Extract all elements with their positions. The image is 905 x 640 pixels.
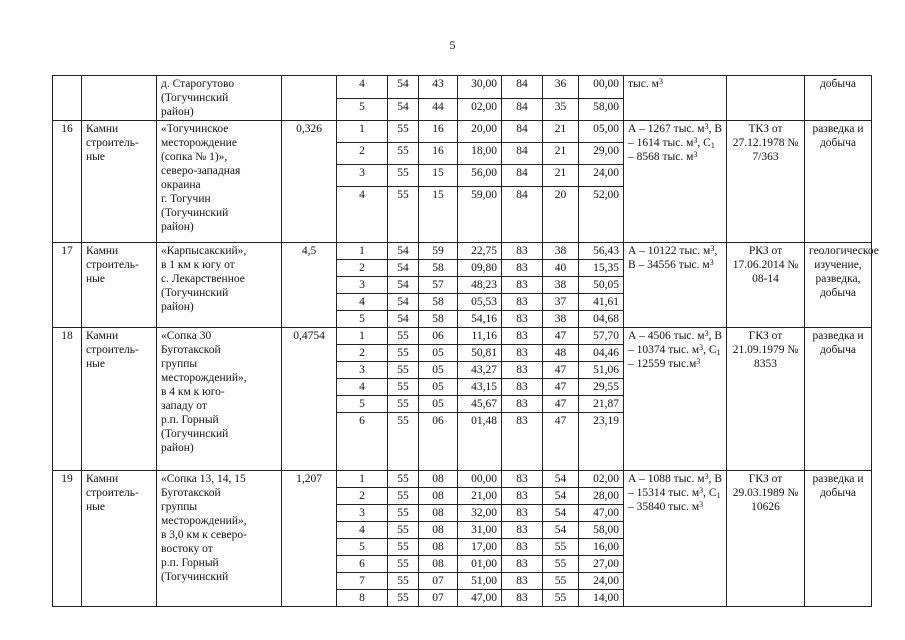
reserves: А – 1267 тыс. $м^3$, В – 1614 тыс. $м^3$, $C_1 - 8568$ тыс. $м^3$	[624, 121, 727, 243]
longitude-minutes: 47	[543, 362, 579, 379]
latitude-minutes: 58	[419, 294, 458, 311]
point-number: 3	[337, 277, 388, 294]
latitude-degrees: 55	[388, 121, 419, 143]
longitude-degrees: 83	[502, 294, 543, 311]
mineral-type: Камни строитель-ные	[82, 471, 157, 607]
longitude-minutes: 20	[543, 187, 579, 243]
point-number: 2	[337, 143, 388, 165]
use-type: разведка и добыча	[805, 328, 872, 471]
latitude-seconds: 43,27	[458, 362, 502, 379]
longitude-seconds: 27,00	[579, 556, 624, 573]
deposit-area: 0,326	[282, 121, 337, 243]
deposit-area: 0,4754	[282, 328, 337, 471]
latitude-degrees: 54	[388, 98, 419, 121]
latitude-minutes: 08	[419, 505, 458, 522]
latitude-minutes: 16	[419, 143, 458, 165]
mineral-type	[82, 76, 157, 121]
longitude-minutes: 54	[543, 488, 579, 505]
reserves: тыс. $м^3$	[624, 76, 727, 121]
table-row	[53, 243, 872, 260]
longitude-minutes: 54	[543, 471, 579, 488]
longitude-degrees: 83	[502, 556, 543, 573]
table-row	[53, 328, 872, 345]
longitude-minutes: 55	[543, 573, 579, 590]
latitude-seconds: 59,00	[458, 187, 502, 243]
point-number: 3	[337, 505, 388, 522]
deposit-area: 4,5	[282, 243, 337, 328]
point-number: 7	[337, 573, 388, 590]
latitude-degrees: 54	[388, 76, 419, 99]
longitude-seconds: 29,55	[579, 379, 624, 396]
latitude-degrees: 55	[388, 379, 419, 396]
latitude-minutes: 15	[419, 165, 458, 187]
longitude-seconds: 29,00	[579, 143, 624, 165]
row-number: 17	[53, 243, 82, 328]
latitude-minutes: 05	[419, 362, 458, 379]
deposits-table	[52, 75, 879, 607]
point-number: 1	[337, 328, 388, 345]
longitude-minutes: 40	[543, 260, 579, 277]
longitude-minutes: 38	[543, 243, 579, 260]
longitude-seconds: 24,00	[579, 573, 624, 590]
longitude-degrees: 84	[502, 143, 543, 165]
latitude-seconds: 20,00	[458, 121, 502, 143]
latitude-degrees: 55	[388, 539, 419, 556]
longitude-minutes: 55	[543, 539, 579, 556]
longitude-seconds: 28,00	[579, 488, 624, 505]
longitude-minutes: 47	[543, 396, 579, 413]
point-number: 4	[337, 522, 388, 539]
longitude-degrees: 83	[502, 362, 543, 379]
longitude-seconds: 47,00	[579, 505, 624, 522]
latitude-minutes: 07	[419, 573, 458, 590]
latitude-degrees: 55	[388, 165, 419, 187]
longitude-minutes: 35	[543, 98, 579, 121]
deposit-name: «Карпысакский», в 1 км к югу от с. Лекарственное (Тогучинский район)	[157, 243, 282, 328]
latitude-seconds: 02,00	[458, 98, 502, 121]
latitude-degrees: 54	[388, 311, 419, 328]
latitude-minutes: 59	[419, 243, 458, 260]
reserves: А – 4506 тыс. $м^3$, В – 10374 тыс. $м^3$, $C_1 - 12559$ $тыс.м^3$	[624, 328, 727, 471]
latitude-seconds: 51,00	[458, 573, 502, 590]
longitude-degrees: 84	[502, 121, 543, 143]
longitude-seconds: 04,68	[579, 311, 624, 328]
longitude-minutes: 47	[543, 379, 579, 396]
point-number: 5	[337, 311, 388, 328]
row-number: 18	[53, 328, 82, 471]
longitude-minutes: 37	[543, 294, 579, 311]
point-number: 2	[337, 488, 388, 505]
approval-document: ТКЗ от 27.12.1978 № 7/363	[727, 121, 805, 243]
mineral-type: Камни строитель-ные	[82, 243, 157, 328]
longitude-minutes: 36	[543, 76, 579, 99]
latitude-degrees: 55	[388, 187, 419, 243]
longitude-degrees: 83	[502, 379, 543, 396]
point-number: 3	[337, 362, 388, 379]
latitude-minutes: 58	[419, 260, 458, 277]
latitude-seconds: 21,00	[458, 488, 502, 505]
deposit-area: 1,207	[282, 471, 337, 607]
mineral-type: Камни строитель-ные	[82, 121, 157, 243]
longitude-minutes: 54	[543, 522, 579, 539]
latitude-seconds: 01,48	[458, 413, 502, 471]
longitude-degrees: 83	[502, 413, 543, 471]
longitude-seconds: 04,46	[579, 345, 624, 362]
latitude-minutes: 06	[419, 328, 458, 345]
longitude-degrees: 83	[502, 277, 543, 294]
use-type: геологическое изучение, разведка, добыча	[805, 243, 872, 328]
deposit-name: «Сопка 13, 14, 15 Буготакской группы месторождений», в 3,0 км к северо- востоку от р.п. Горный (Тогучинский	[157, 471, 282, 607]
point-number: 1	[337, 243, 388, 260]
latitude-seconds: 32,00	[458, 505, 502, 522]
latitude-minutes: 08	[419, 539, 458, 556]
latitude-seconds: 43,15	[458, 379, 502, 396]
table-row	[53, 471, 872, 488]
longitude-minutes: 21	[543, 165, 579, 187]
longitude-degrees: 83	[502, 243, 543, 260]
point-number: 5	[337, 539, 388, 556]
deposit-area	[282, 76, 337, 121]
longitude-seconds: 02,00	[579, 471, 624, 488]
longitude-degrees: 83	[502, 590, 543, 607]
latitude-minutes: 05	[419, 379, 458, 396]
longitude-minutes: 47	[543, 328, 579, 345]
latitude-degrees: 55	[388, 328, 419, 345]
longitude-degrees: 84	[502, 187, 543, 243]
latitude-seconds: 09,80	[458, 260, 502, 277]
point-number: 1	[337, 121, 388, 143]
latitude-degrees: 55	[388, 471, 419, 488]
longitude-seconds: 52,00	[579, 187, 624, 243]
latitude-degrees: 55	[388, 143, 419, 165]
use-type: разведка и добыча	[805, 471, 872, 607]
latitude-minutes: 57	[419, 277, 458, 294]
longitude-seconds: 56,43	[579, 243, 624, 260]
latitude-minutes: 58	[419, 311, 458, 328]
latitude-minutes: 15	[419, 187, 458, 243]
longitude-degrees: 83	[502, 522, 543, 539]
point-number: 8	[337, 590, 388, 607]
latitude-degrees: 54	[388, 260, 419, 277]
point-number: 4	[337, 294, 388, 311]
latitude-seconds: 17,00	[458, 539, 502, 556]
latitude-degrees: 55	[388, 345, 419, 362]
approval-document: ГКЗ от 29.03.1989 № 10626	[727, 471, 805, 607]
longitude-degrees: 83	[502, 328, 543, 345]
longitude-seconds: 58,00	[579, 522, 624, 539]
reserves: А – 10122 тыс. $м^3$, В – 34556 тыс. $м^3$	[624, 243, 727, 328]
longitude-minutes: 21	[543, 143, 579, 165]
point-number: 4	[337, 187, 388, 243]
latitude-minutes: 16	[419, 121, 458, 143]
longitude-seconds: 41,61	[579, 294, 624, 311]
longitude-degrees: 83	[502, 471, 543, 488]
longitude-degrees: 84	[502, 98, 543, 121]
longitude-seconds: 14,00	[579, 590, 624, 607]
latitude-degrees: 55	[388, 590, 419, 607]
latitude-minutes: 08	[419, 522, 458, 539]
latitude-minutes: 05	[419, 345, 458, 362]
latitude-seconds: 45,67	[458, 396, 502, 413]
longitude-degrees: 83	[502, 345, 543, 362]
mineral-type: Камни строитель-ные	[82, 328, 157, 471]
longitude-degrees: 83	[502, 260, 543, 277]
longitude-seconds: 50,05	[579, 277, 624, 294]
latitude-minutes: 08	[419, 471, 458, 488]
point-number: 3	[337, 165, 388, 187]
approval-document	[727, 76, 805, 121]
latitude-seconds: 30,00	[458, 76, 502, 99]
point-number: 6	[337, 556, 388, 573]
latitude-minutes: 05	[419, 396, 458, 413]
deposit-name: «Сопка 30 Буготакской группы месторождений», в 4 км к юго- западу от р.п. Горный (Тогучинский район)	[157, 328, 282, 471]
page-number: 5	[449, 38, 456, 52]
longitude-seconds: 16,00	[579, 539, 624, 556]
row-number: 19	[53, 471, 82, 607]
longitude-minutes: 54	[543, 505, 579, 522]
latitude-seconds: 48,23	[458, 277, 502, 294]
longitude-degrees: 84	[502, 76, 543, 99]
table-row	[53, 76, 872, 99]
latitude-seconds: 47,00	[458, 590, 502, 607]
longitude-seconds: 24,00	[579, 165, 624, 187]
longitude-minutes: 55	[543, 556, 579, 573]
latitude-minutes: 08	[419, 556, 458, 573]
latitude-degrees: 54	[388, 277, 419, 294]
latitude-seconds: 22,75	[458, 243, 502, 260]
longitude-seconds: 21,87	[579, 396, 624, 413]
longitude-minutes: 47	[543, 413, 579, 471]
longitude-degrees: 83	[502, 539, 543, 556]
latitude-minutes: 06	[419, 413, 458, 471]
longitude-seconds: 05,00	[579, 121, 624, 143]
latitude-seconds: 56,00	[458, 165, 502, 187]
longitude-seconds: 00,00	[579, 76, 624, 99]
latitude-seconds: 54,16	[458, 311, 502, 328]
point-number: 5	[337, 98, 388, 121]
longitude-minutes: 55	[543, 590, 579, 607]
latitude-degrees: 55	[388, 413, 419, 471]
row-number	[53, 76, 82, 121]
latitude-degrees: 55	[388, 522, 419, 539]
longitude-seconds: 15,35	[579, 260, 624, 277]
point-number: 6	[337, 413, 388, 471]
point-number: 2	[337, 345, 388, 362]
longitude-seconds: 51,06	[579, 362, 624, 379]
latitude-seconds: 00,00	[458, 471, 502, 488]
latitude-minutes: 07	[419, 590, 458, 607]
latitude-seconds: 18,00	[458, 143, 502, 165]
longitude-degrees: 83	[502, 505, 543, 522]
row-number: 16	[53, 121, 82, 243]
latitude-minutes: 43	[419, 76, 458, 99]
table-row	[53, 121, 872, 143]
longitude-degrees: 83	[502, 573, 543, 590]
longitude-minutes: 38	[543, 277, 579, 294]
point-number: 4	[337, 76, 388, 99]
longitude-seconds: 57,70	[579, 328, 624, 345]
latitude-seconds: 11,16	[458, 328, 502, 345]
latitude-degrees: 55	[388, 362, 419, 379]
longitude-seconds: 23,19	[579, 413, 624, 471]
longitude-seconds: 58,00	[579, 98, 624, 121]
deposit-name: д. Старогутово (Тогучинский район)	[157, 76, 282, 121]
longitude-degrees: 83	[502, 311, 543, 328]
point-number: 2	[337, 260, 388, 277]
longitude-minutes: 21	[543, 121, 579, 143]
longitude-degrees: 83	[502, 488, 543, 505]
latitude-degrees: 55	[388, 488, 419, 505]
longitude-minutes: 48	[543, 345, 579, 362]
deposit-name: «Тогучинское месторождение (сопка № 1)», северо-западная окраина г. Тогучин (Тогучинский район)	[157, 121, 282, 243]
latitude-minutes: 08	[419, 488, 458, 505]
latitude-seconds: 05,53	[458, 294, 502, 311]
use-type: добыча	[805, 76, 872, 121]
longitude-minutes: 38	[543, 311, 579, 328]
point-number: 5	[337, 396, 388, 413]
longitude-degrees: 83	[502, 396, 543, 413]
latitude-minutes: 44	[419, 98, 458, 121]
longitude-degrees: 84	[502, 165, 543, 187]
latitude-degrees: 55	[388, 505, 419, 522]
latitude-degrees: 55	[388, 573, 419, 590]
latitude-seconds: 50,81	[458, 345, 502, 362]
latitude-degrees: 54	[388, 294, 419, 311]
latitude-seconds: 31,00	[458, 522, 502, 539]
point-number: 4	[337, 379, 388, 396]
approval-document: ГКЗ от 21.09.1979 № 8353	[727, 328, 805, 471]
latitude-degrees: 55	[388, 396, 419, 413]
point-number: 1	[337, 471, 388, 488]
latitude-degrees: 55	[388, 556, 419, 573]
latitude-seconds: 01,00	[458, 556, 502, 573]
approval-document: РКЗ от 17.06.2014 № 08-14	[727, 243, 805, 328]
use-type: разведка и добыча	[805, 121, 872, 243]
latitude-degrees: 54	[388, 243, 419, 260]
reserves: А – 1088 тыс. $м^3$, В – 15314 тыс. $м^3$, $C_1 - 35840$ тыс. $м^3$	[624, 471, 727, 607]
